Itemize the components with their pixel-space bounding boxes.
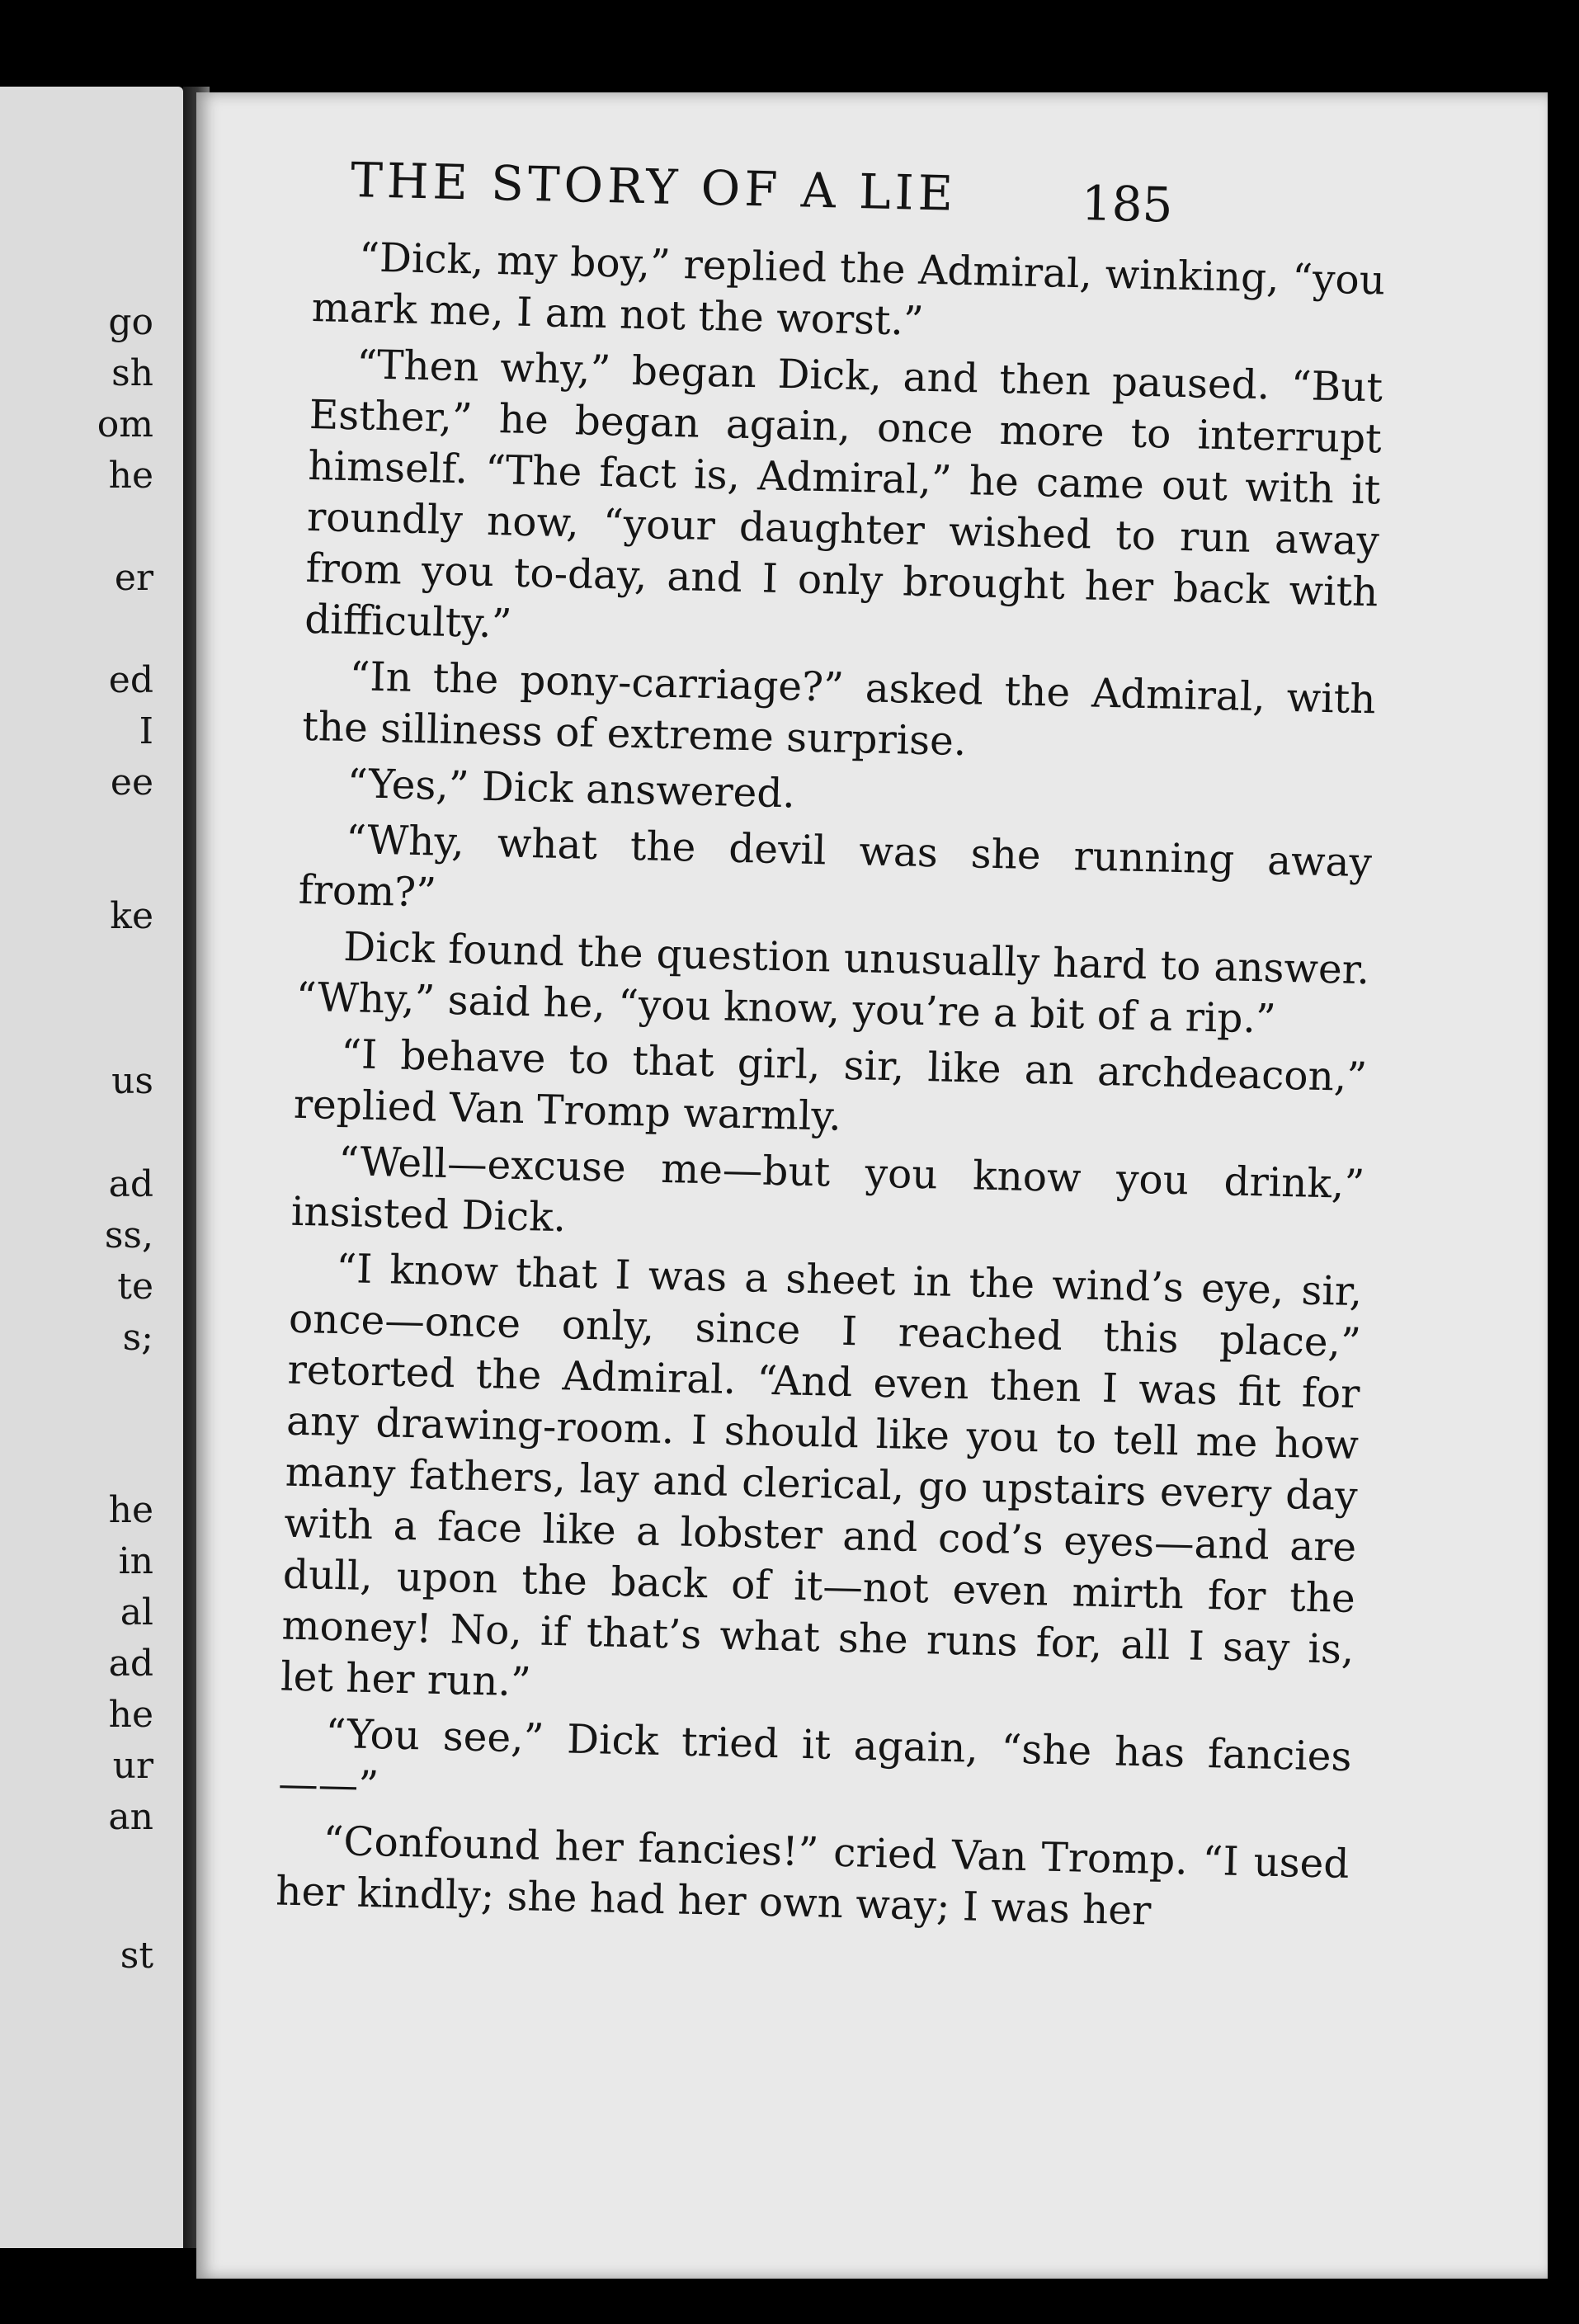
- left-page-fragment: s;: [122, 1317, 153, 1359]
- page-number: 185: [1081, 175, 1174, 233]
- left-page-fragment: te: [117, 1266, 153, 1308]
- paragraph: “Then why,” began Dick, and then paused. “But Esther,” he began again, once more to interrupt himself. “The fact is, Admiral,” he came out with it roundly now, “your daughter wished to run away from you to-day, and I only brought her back with difficulty.”: [304, 342, 1383, 648]
- left-page-fragment: he: [108, 1694, 153, 1736]
- left-page-fragment: om: [97, 403, 153, 445]
- left-page-fragment: ad: [108, 1163, 153, 1205]
- left-page-text-fragments: [0, 87, 165, 2248]
- left-page-fragment: al: [120, 1591, 153, 1633]
- left-page-fragment: ur: [112, 1745, 153, 1787]
- left-page-fragment: us: [111, 1060, 153, 1102]
- left-page-fragment: go: [108, 301, 153, 343]
- paragraph: “In the pony-carriage?” asked the Admiral, with the silliness of extreme surprise.: [301, 653, 1377, 766]
- left-page-fragment: an: [108, 1796, 153, 1838]
- paragraph: “I know that I was a sheet in the wind’s eye, sir, once—once only, since I reached this place,” retorted the Admiral. “And even then I was fit for any drawing-room. I should like you to tell me how many fathers, lay and clerical, go upstairs every day with a face like a lobster and cod’s eyes—and are dull, upon the back of it—not even mirth for the money! No, if that’s what she runs for, all I say is, let her run.”: [280, 1245, 1363, 1706]
- paragraph: “Well—excuse me—but you know you drink,” insisted Dick.: [290, 1138, 1365, 1242]
- left-page-fragment: ss,: [104, 1214, 153, 1256]
- left-page-fragment: er: [114, 557, 153, 599]
- left-page-fragment: ed: [108, 659, 153, 701]
- left-page-fragment: in: [118, 1540, 153, 1582]
- paragraph: “Confound her fancies!” cried Van Tromp. “I used her kindly; she had her own way; I was her: [275, 1817, 1350, 1935]
- left-page-fragment: st: [120, 1935, 153, 1977]
- left-page-fragment: ke: [110, 895, 153, 937]
- paragraph: “You see,” Dick tried it again, “she has fancies——”: [277, 1710, 1352, 1810]
- paragraph: “I behave to that girl, sir, like an archdeacon,” replied Van Tromp warmly.: [293, 1031, 1368, 1140]
- left-page-fragment: ad: [108, 1643, 153, 1685]
- paragraph: Dick found the question unusually hard to answer. “Why,” said he, “you know, you’re a bit of a rip.”: [295, 924, 1370, 1043]
- paragraph: “Why, what the devil was she running away from?”: [298, 817, 1373, 917]
- paragraph: “Yes,” Dick answered.: [346, 761, 796, 818]
- running-title: THE STORY OF A LIE: [350, 152, 958, 222]
- left-page-fragment: ee: [110, 761, 153, 804]
- left-page-fragment: sh: [111, 352, 153, 394]
- left-page-fragment: he: [108, 455, 153, 497]
- page-text-body: [275, 231, 1385, 1946]
- left-page-fragment: I: [139, 710, 153, 752]
- left-facing-page: [0, 87, 183, 2248]
- paragraph: “Dick, my boy,” replied the Admiral, winking, “you mark me, I am not the worst.”: [311, 234, 1386, 345]
- left-page-fragment: he: [108, 1489, 153, 1531]
